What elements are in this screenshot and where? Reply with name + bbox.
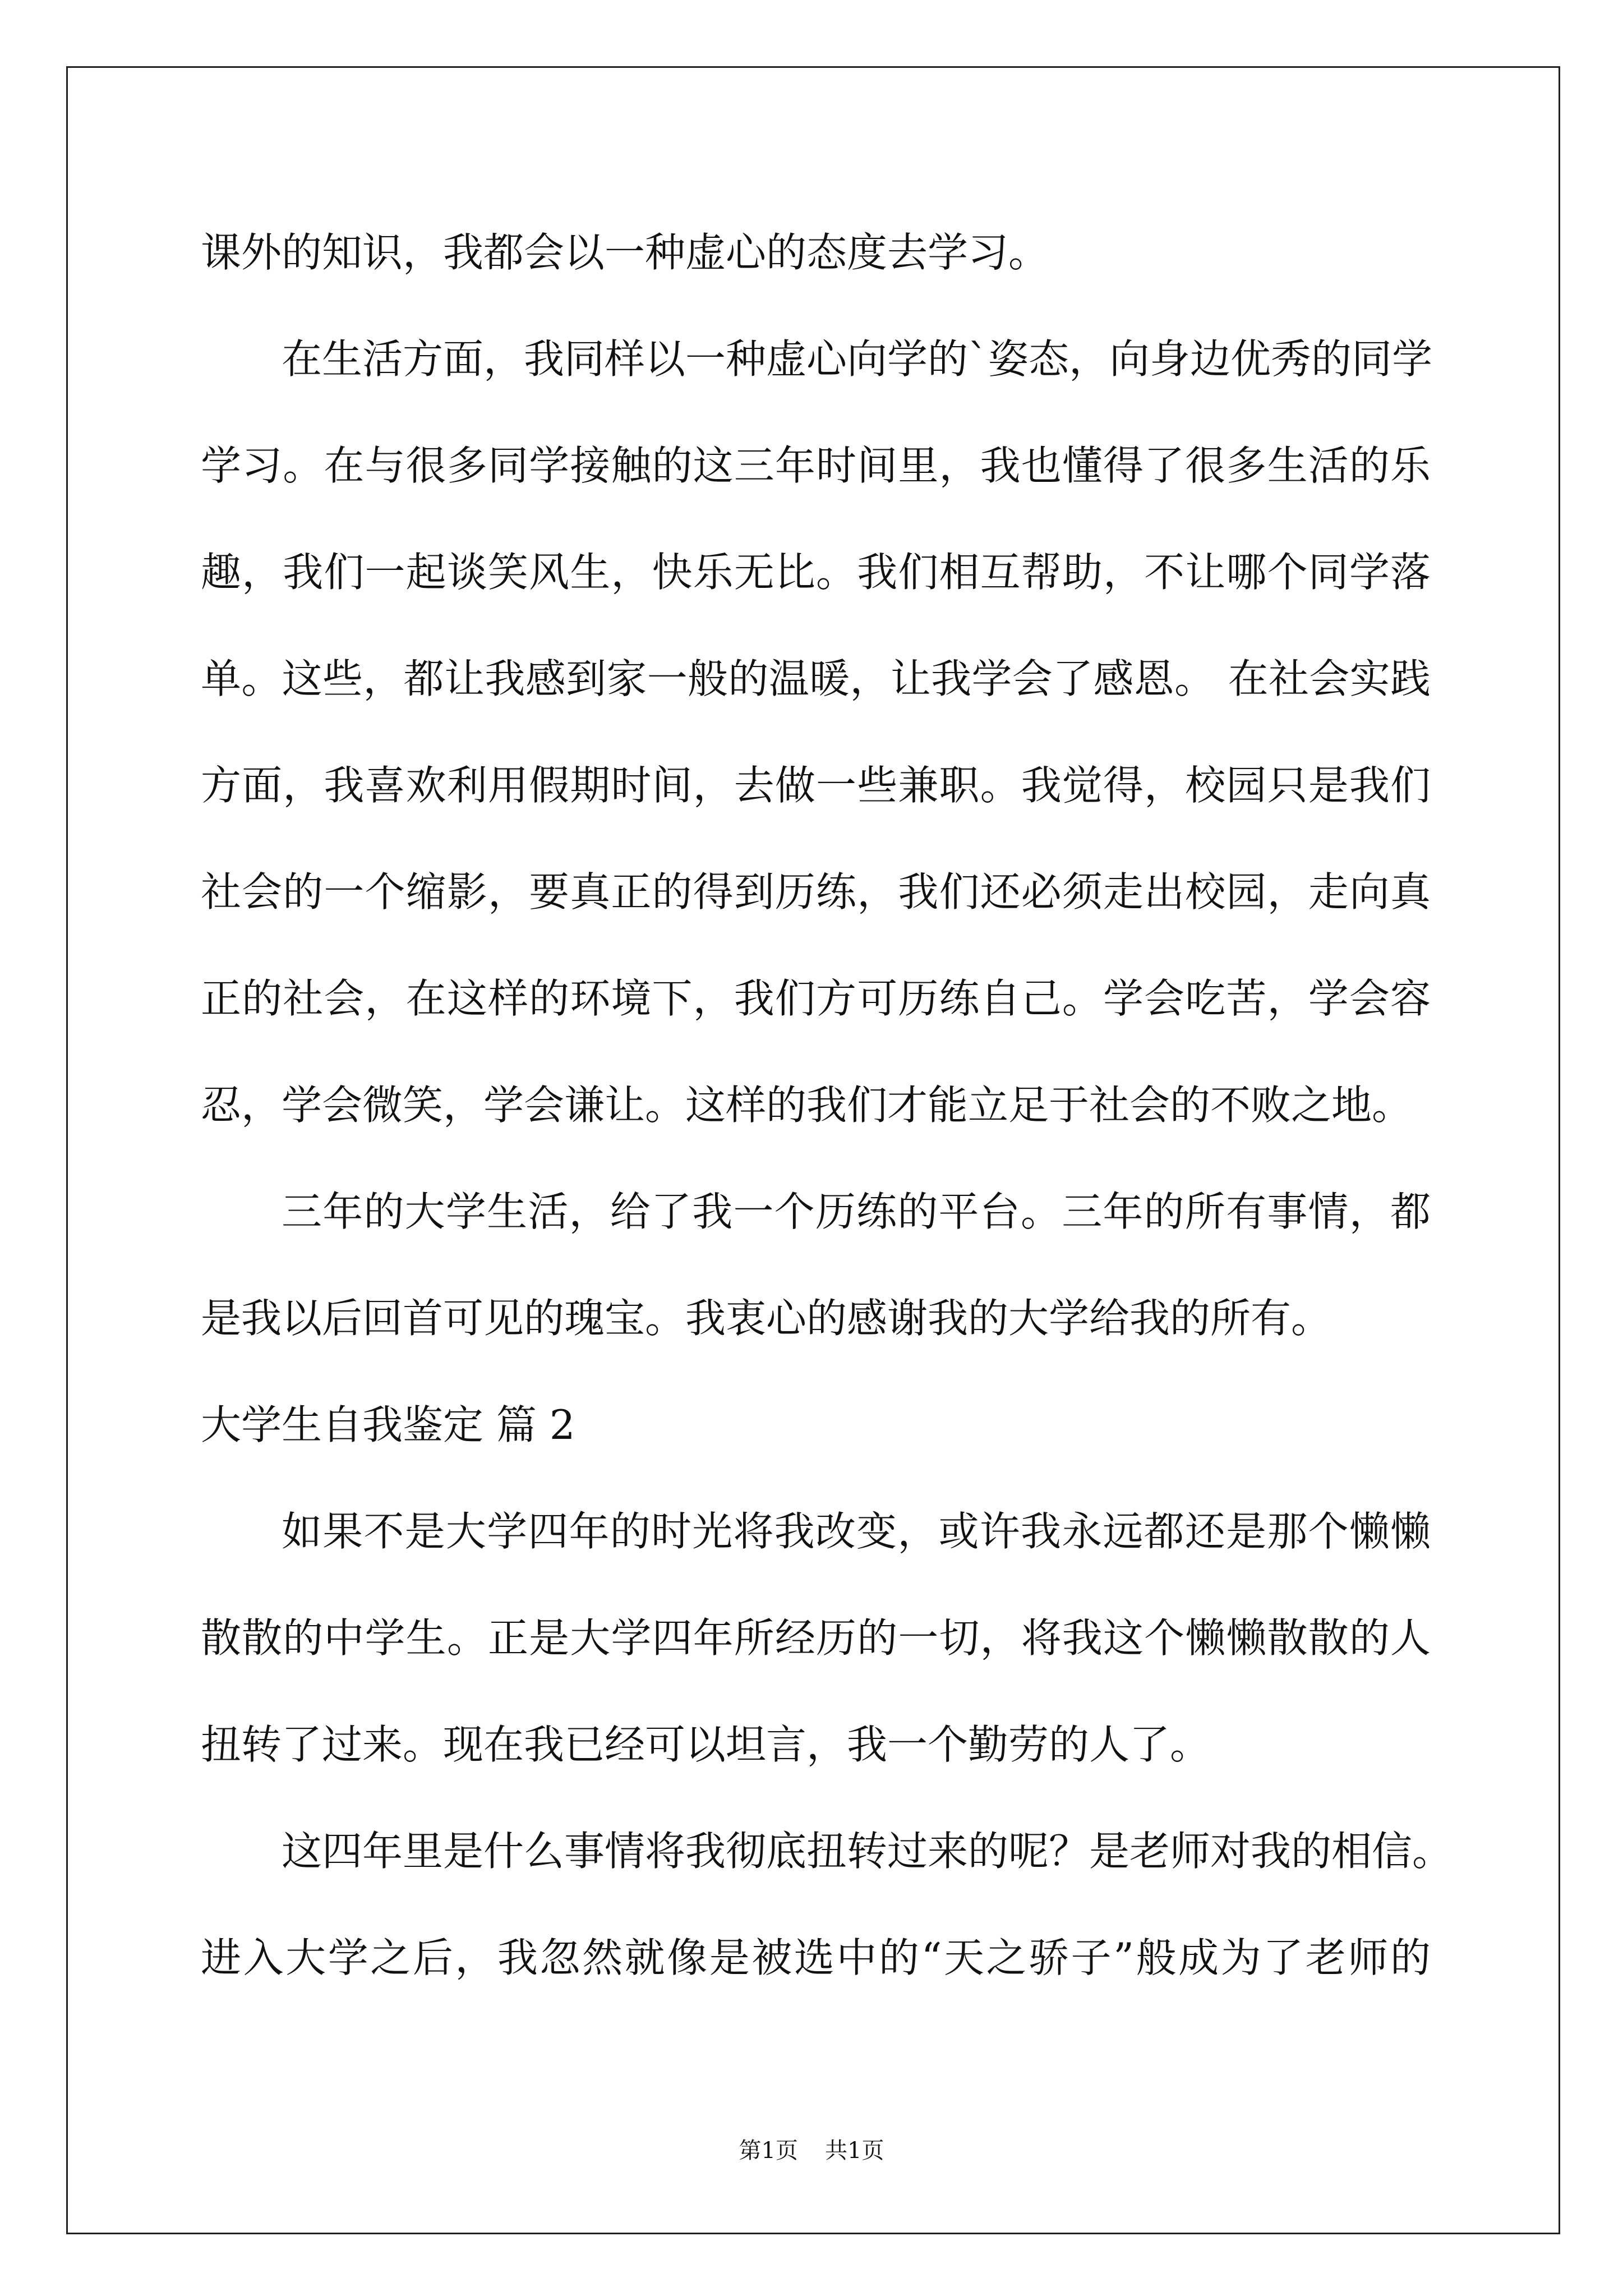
- paragraph-line: 学习。在与很多同学接触的这三年时间里，我也懂得了很多生活的乐: [201, 442, 1431, 489]
- paragraph-line: 三年的大学生活，给了我一个历练的平台。三年的所有事情，都: [282, 1188, 1431, 1235]
- paragraph-line: 如果不是大学四年的时光将我改变，或许我永远都还是那个懒懒: [282, 1508, 1431, 1555]
- paragraph-line: 社会的一个缩影，要真正的得到历练，我们还必须走出校园，走向真: [201, 868, 1431, 915]
- paragraph: [201, 1798, 1453, 2011]
- paragraph-line: 扭转了过来。现在我已经可以坦言，我一个勤劳的人了。: [201, 1721, 1211, 1768]
- paragraph: [201, 1478, 1431, 1798]
- paragraph-line: 方面，我喜欢利用假期时间，去做一些兼职。我觉得，校园只是我们: [201, 762, 1431, 809]
- paragraph: [201, 199, 1431, 306]
- paragraph: [201, 306, 1431, 1158]
- section-heading: 大学生自我鉴定 篇 2: [201, 1401, 575, 1448]
- paragraph-line: 在生活方面，我同样以一种虚心向学的`姿态，向身边优秀的同学: [282, 335, 1433, 383]
- total-pages-label: 共1页: [825, 2138, 884, 2164]
- paragraph-line: 单。这些，都让我感到家一般的温暖，让我学会了感恩。 在社会实践: [201, 655, 1431, 702]
- paragraph-line: 忍，学会微笑，学会谦让。这样的我们才能立足于社会的不败之地。: [201, 1082, 1413, 1129]
- document-body: [201, 199, 1453, 2011]
- current-page-label: 第1页: [739, 2138, 798, 2164]
- paragraph-line: 散散的中学生。正是大学四年所经历的一切，将我这个懒懒散散的人: [201, 1614, 1431, 1662]
- paragraph: [201, 1158, 1431, 1372]
- paragraph-line: 进入大学之后，我忽然就像是被选中的“天之骄子”般成为了老师的: [201, 1934, 1431, 1981]
- paragraph-line: 正的社会，在这样的环境下，我们方可历练自己。学会吃苦，学会容: [201, 975, 1431, 1022]
- paragraph-line: 这四年里是什么事情将我彻底扭转过来的呢？是老师对我的相信。: [282, 1828, 1453, 1875]
- paragraph-line: 是我以后回首可见的瑰宝。我衷心的感谢我的大学给我的所有。: [201, 1295, 1332, 1342]
- paragraph-line: 课外的知识，我都会以一种虚心的态度去学习。: [201, 229, 1049, 276]
- paragraph-line: 趣，我们一起谈笑风生，快乐无比。我们相互帮助，不让哪个同学落: [201, 549, 1431, 596]
- page-footer: [0, 2136, 1623, 2165]
